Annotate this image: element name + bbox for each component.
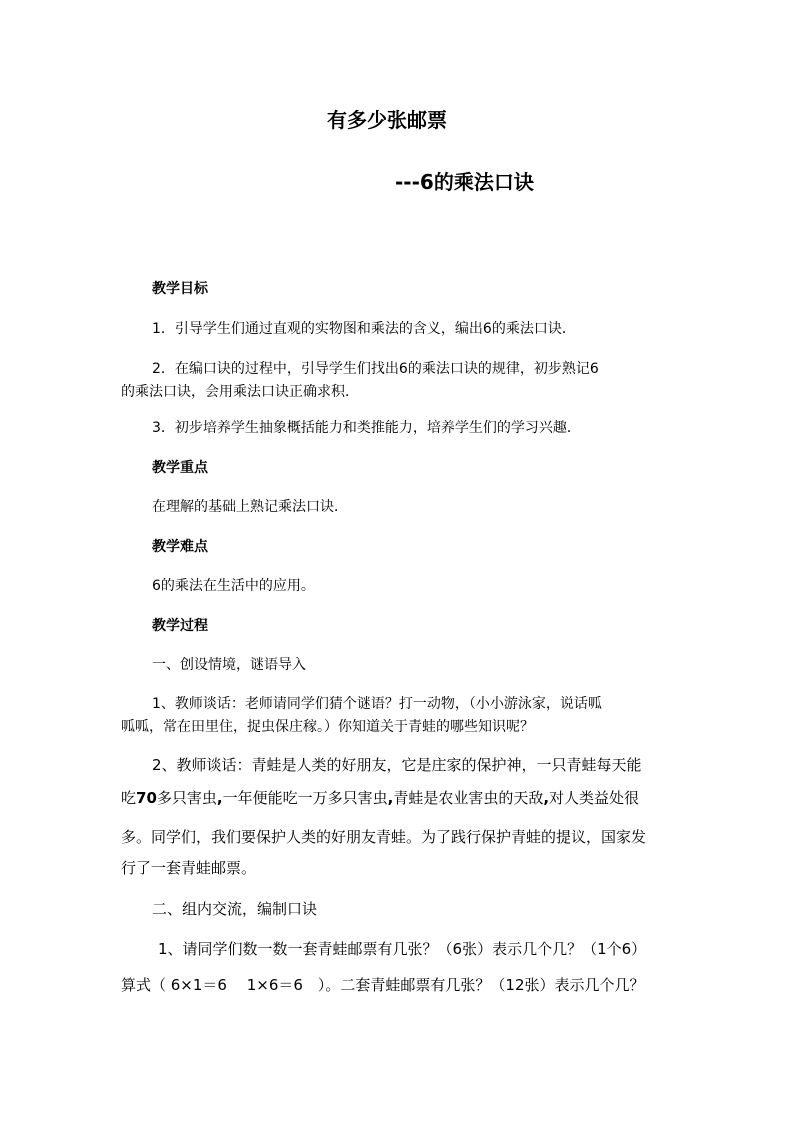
objective-item-3: 3．初步培养学生抽象概括能力和类推能力，培养学生们的学习兴趣． bbox=[152, 420, 581, 436]
p2-text-e: 一年便能吃一万多只害虫 bbox=[222, 789, 388, 807]
process-paragraph2-line4: 行了一套青蛙邮票。 bbox=[121, 859, 257, 877]
section-heading-difficulty: 教学难点 bbox=[152, 539, 208, 555]
process-part2-title: 二、组内交流，编制口诀 bbox=[152, 900, 318, 918]
p2-comma-1: , bbox=[216, 789, 223, 807]
p2-text-c: 多只害虫 bbox=[156, 789, 217, 807]
objective-item-2: 2．在编口诀的过程中，引导学生们找出6的乘法口诀的规律，初步熟记6 bbox=[152, 361, 599, 377]
p2-comma-3: , bbox=[543, 789, 550, 807]
page-title: 有多少张邮票 bbox=[327, 108, 447, 132]
objective-item-1: 1．引导学生们通过直观的实物图和乘法的含义，编出6的乘法口诀． bbox=[152, 321, 576, 337]
process-paragraph2-line2 bbox=[121, 787, 639, 808]
difficulty-text: 6的乘法在生活中的应用。 bbox=[152, 578, 315, 594]
process-paragraph1-line2: 呱呱，常在田里住，捉虫保庄稼。）你知道关于青蛙的哪些知识呢？ bbox=[121, 719, 534, 735]
p2-comma-2: , bbox=[387, 789, 394, 807]
process-paragraph2-line1: 2、教师谈话：青蛙是人类的好朋友，它是庄家的保护神，一只青蛙每天能 bbox=[152, 756, 642, 774]
section-heading-process: 教学过程 bbox=[152, 618, 208, 634]
objective-item-2-continuation: 的乘法口诀，会用乘法口诀正确求积． bbox=[121, 384, 359, 400]
p2-text-g: 青蛙是农业害虫的天敌 bbox=[393, 789, 544, 807]
process-part1-title: 一、创设情境，谜语导入 bbox=[152, 657, 306, 673]
page-subtitle: ---6的乘法口诀 bbox=[395, 170, 534, 194]
p2-text-i: 对人类益处很 bbox=[549, 789, 640, 807]
section-heading-objectives: 教学目标 bbox=[152, 281, 208, 297]
process-paragraph2-line3: 多。同学们，我们要保护人类的好朋友青蛙。为了践行保护青蛙的提议，国家发 bbox=[121, 828, 647, 846]
p2-number-70: 70 bbox=[136, 789, 157, 807]
process-paragraph3-line1: 1、请同学们数一数一套青蛙邮票有几张？（6张）表示几个几？（1个6） bbox=[158, 940, 647, 958]
process-paragraph3-line2: 算式（ 6×1＝6 1×6＝6 ）。二套青蛙邮票有几张？（12张）表示几个几？ bbox=[121, 976, 645, 994]
process-paragraph1-line1: 1、教师谈话：老师请同学们猜个谜语？打一动物，（小小游泳家，说话呱 bbox=[152, 696, 602, 712]
section-heading-key-point: 教学重点 bbox=[152, 460, 208, 476]
key-point-text: 在理解的基础上熟记乘法口诀． bbox=[152, 499, 348, 515]
p2-text-a: 吃 bbox=[121, 789, 137, 807]
